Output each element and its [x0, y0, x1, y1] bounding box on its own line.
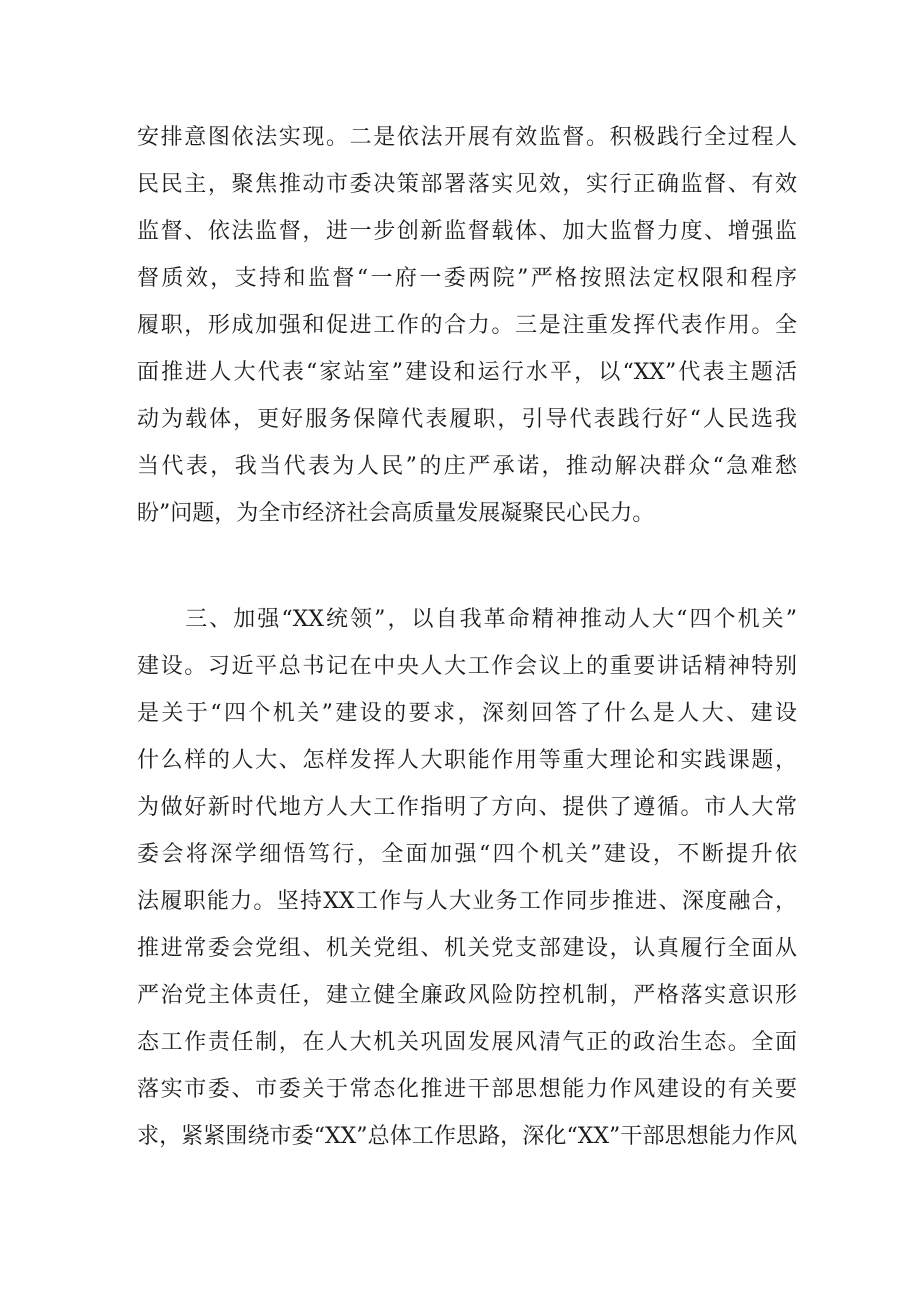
text-line: 监督、依法监督，进一步创新监督载体、加大监督力度、增强监	[137, 219, 797, 244]
text-line: 求，紧紧围绕市委“XX”总体工作思路，深化“XX”干部思想能力作风	[137, 1124, 797, 1149]
text-line: 为做好新时代地方人大工作指明了方向、提供了遵循。市人大常	[137, 795, 797, 820]
text-line: 动为载体，更好服务保障代表履职，引导代表践行好“人民选我	[137, 407, 797, 432]
text-line: 盼”问题，为全市经济社会高质量发展凝聚民心民力。	[137, 501, 655, 526]
section-heading-line: 三、加强“XX统领”，以自我革命精神推动人大“四个机关”	[137, 607, 797, 632]
text-line: 态工作责任制，在人大机关巩固发展风清气正的政治生态。全面	[137, 1030, 797, 1055]
text-line: 民民主，聚焦推动市委决策部署落实见效，实行正确监督、有效	[137, 172, 797, 197]
text-line: 面推进人大代表“家站室”建设和运行水平，以“XX”代表主题活	[137, 360, 797, 385]
text-line: 落实市委、市委关于常态化推进干部思想能力作风建设的有关要	[137, 1077, 797, 1102]
text-line: 推进常委会党组、机关党组、机关党支部建设，认真履行全面从	[137, 936, 797, 961]
paragraph-1	[137, 114, 797, 537]
text-line: 是关于“四个机关”建设的要求，深刻回答了什么是人大、建设	[137, 701, 797, 726]
text-line: 建设。习近平总书记在中央人大工作会议上的重要讲话精神特别	[137, 654, 797, 679]
text-line: 严治党主体责任，建立健全廉政风险防控机制，严格落实意识形	[137, 983, 797, 1008]
text-line: 履职，形成加强和促进工作的合力。三是注重发挥代表作用。全	[137, 313, 797, 338]
text-line: 法履职能力。坚持XX工作与人大业务工作同步推进、深度融合，	[137, 889, 797, 914]
text-line: 督质效，支持和监督“一府一委两院”严格按照法定权限和程序	[137, 266, 797, 291]
text-line: 当代表，我当代表为人民”的庄严承诺，推动解决群众“急难愁	[137, 454, 797, 479]
text-line: 委会将深学细悟笃行，全面加强“四个机关”建设，不断提升依	[137, 842, 797, 867]
text-line: 安排意图依法实现。二是依法开展有效监督。积极践行全过程人	[137, 125, 797, 150]
text-line: 什么样的人大、怎样发挥人大职能作用等重大理论和实践课题，	[137, 748, 797, 773]
paragraph-2	[137, 596, 797, 1160]
